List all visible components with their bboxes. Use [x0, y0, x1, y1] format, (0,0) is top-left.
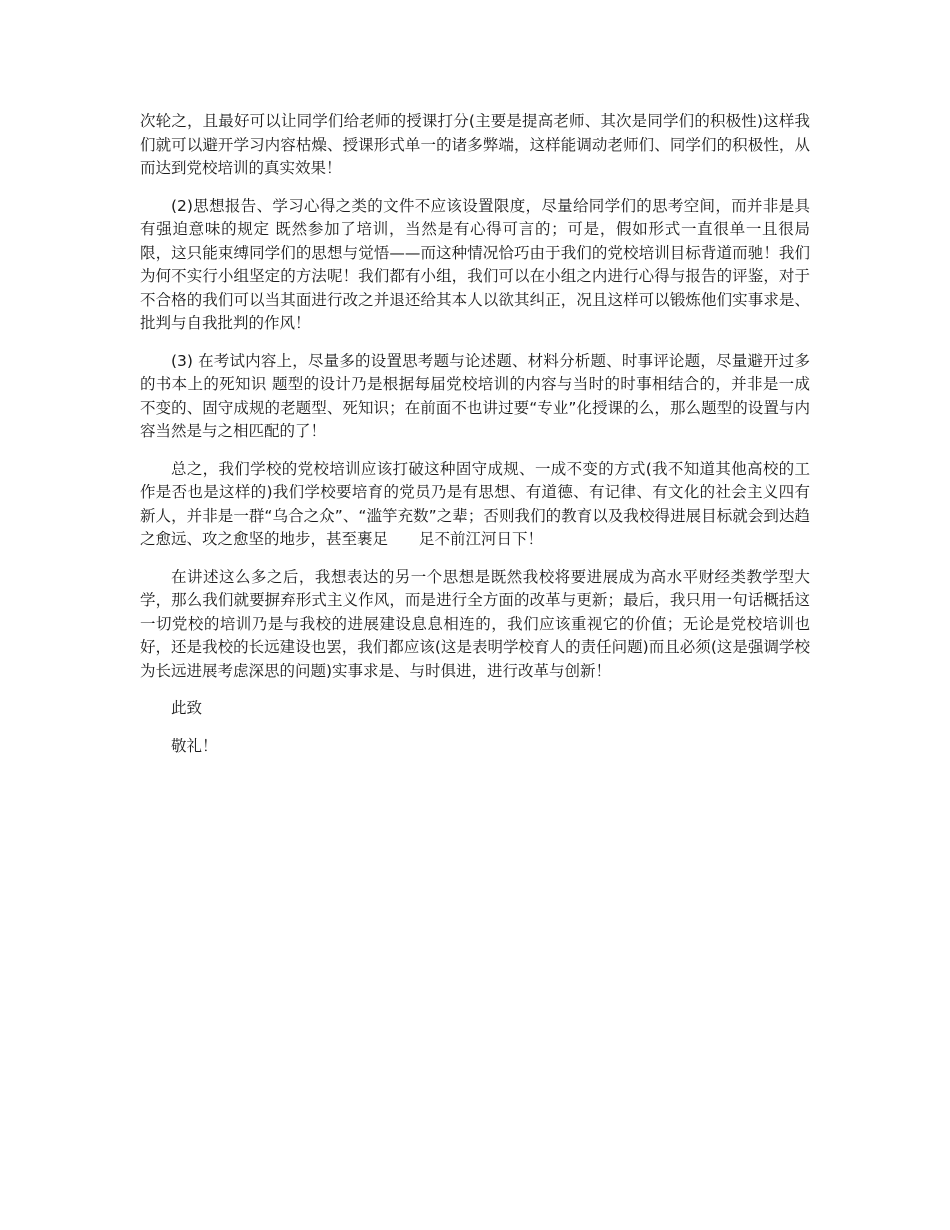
- closing-salutation: 此致: [171, 699, 203, 717]
- paragraph-summary: 总之，我们学校的党校培训应该打破这种固守成规、一成不变的方式(我不知道其他高校的工作是否也是这样的)我们学校要培育的党员乃是有思想、有道德、有记律、有文化的社会主义四有新人，并非是一群“乌合之众”、“滥竽充数”之辈；否则我们的教育以及我校得进展目标就会到达趋之愈远、攻之愈坚的地步，甚至裹足 足不前江河日下！: [140, 459, 810, 548]
- closing-regards: 敬礼！: [171, 736, 218, 755]
- paragraph-point-3: (3) 在考试内容上，尽量多的设置思考题与论述题、材料分析题、时事评论题，尽量避开过多的书本上的死知识 题型的设计乃是根据每届党校培训的内容与当时的时事相结合的，并非是一成不变的、固守成规的老题型、死知识；在前面不也讲过要“专业”化授课的么，那么题型的设置与内容当然是与之相匹配的了！: [140, 351, 810, 440]
- paragraph-continuation: 次轮之，且最好可以让同学们给老师的授课打分(主要是提高老师、其次是同学们的积极性)这样我们就可以避开学习内容枯燥、授课形式单一的诸多弊端，这样能调动老师们、同学们的积极性，从而达到党校培训的真实效果！: [140, 112, 810, 177]
- paragraph-point-2: (2)思想报告、学习心得之类的文件不应该设置限度，尽量给同学们的思考空间，而并非是具有强迫意味的规定 既然参加了培训，当然是有心得可言的；可是，假如形式一直很单一且很局限，这只能束缚同学们的思想与觉悟——而这种情况恰巧由于我们的党校培训目标背道而驰！我们为何不实行小组坚定的方法呢！我们都有小组，我们可以在小组之内进行心得与报告的评鉴，对于不合格的我们可以当其面进行改之并退还给其本人以欲其纠正，况且这样可以锻炼他们实事求是、批判与自我批判的作风！: [140, 196, 810, 332]
- paragraph-conclusion: 在讲述这么多之后，我想表达的另一个思想是既然我校将要进展成为高水平财经类教学型大学，那么我们就要摒弃形式主义作风，而是进行全方面的改革与更新；最后，我只用一句话概括这一切党校的培训乃是与我校的进展建设息息相连的，我们应该重视它的价值；无论是党校培训也好，还是我校的长远建设也罢，我们都应该(这是表明学校育人的责任问题)而且必须(这是强调学校为长远进展考虑深思的问题)实事求是、与时俱进，进行改革与创新！: [140, 567, 810, 680]
- document-page: [140, 110, 810, 772]
